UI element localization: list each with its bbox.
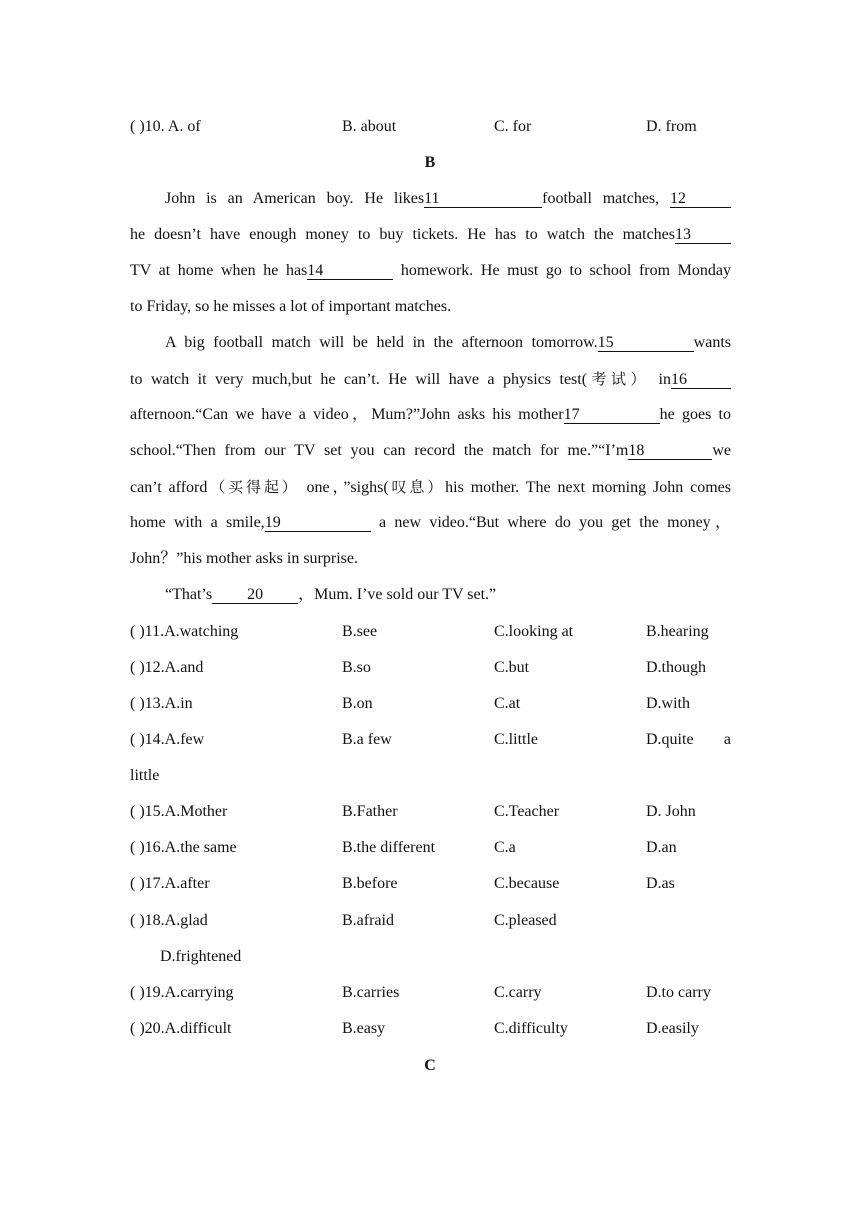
passage-text: “That’s: [165, 586, 213, 603]
question-stem: ( )10. A. of: [130, 118, 201, 135]
option-d: D.with: [646, 695, 690, 712]
passage-text: school.“Then from our TV set you can record the match for me.”“I’m: [130, 442, 629, 459]
passage-text: he doesn’t have enough money to buy tickets. He has to watch the matches: [130, 226, 675, 243]
option-d: D.though: [646, 659, 706, 676]
passage-text: to watch it very much,but he can’t. He will have a physics test(: [130, 371, 588, 388]
option-c: C.at: [494, 695, 521, 712]
passage-line-1: [165, 189, 731, 209]
passage-line-6: [130, 369, 731, 389]
option-d: D.to carry: [646, 984, 711, 1001]
option-d: D.quite: [646, 731, 694, 748]
passage-text: he goes to: [659, 406, 732, 423]
option-c: C.difficulty: [494, 1020, 568, 1037]
option-c: C.Teacher: [494, 803, 560, 820]
option-b: B.easy: [342, 1020, 386, 1037]
option-c: C.carry: [494, 984, 542, 1001]
option-d: D.frightened: [160, 948, 242, 965]
question-14-continuation: [130, 766, 731, 786]
option-c: C.a: [494, 839, 516, 856]
option-b: B.before: [342, 875, 398, 892]
question-stem: ( )16.A.the same: [130, 839, 237, 856]
blank-17: 17: [564, 406, 660, 424]
passage-text: TV at home when he has: [130, 262, 308, 279]
section-heading-b: B: [424, 154, 436, 171]
passage-text: football matches,: [542, 190, 660, 207]
passage-line-5: [165, 333, 731, 353]
option-b: B.on: [342, 695, 373, 712]
question-stem: ( )20.A.difficult: [130, 1020, 232, 1037]
blank-13: 13: [675, 226, 731, 244]
option-c: C.looking at: [494, 623, 574, 640]
option-b: B.a few: [342, 731, 392, 748]
blank-18: 18: [628, 442, 712, 460]
passage-text: we: [712, 442, 731, 459]
option-d: B.hearing: [646, 623, 709, 640]
option-b: B.carries: [342, 984, 400, 1001]
question-12: [130, 658, 731, 678]
option-b: B.Father: [342, 803, 398, 820]
passage-text: homework. He must go to school from Monday: [393, 262, 731, 279]
passage-text: John is an American boy. He likes: [165, 190, 425, 207]
question-stem: ( )11.A.watching: [130, 623, 239, 640]
passage-line-2: [130, 225, 731, 245]
option-d-continuation: little: [130, 767, 160, 784]
option-b: B.so: [342, 659, 371, 676]
chinese-gloss: 叹息）: [388, 478, 446, 496]
passage-line-9: [130, 477, 731, 497]
passage-text: wants: [693, 334, 731, 351]
question-stem: ( )18.A.glad: [130, 912, 208, 929]
option-d: D.easily: [646, 1020, 699, 1037]
question-14: [130, 730, 731, 750]
question-stem: ( )12.A.and: [130, 659, 204, 676]
passage-line-7: [130, 405, 731, 425]
passage-line-3: [130, 261, 731, 281]
option-d: D.an: [646, 839, 677, 856]
blank-12: 12: [670, 190, 731, 208]
blank-19: 19: [265, 514, 371, 532]
question-15: [130, 802, 731, 822]
option-b: B.see: [342, 623, 378, 640]
section-heading-c: C: [424, 1057, 436, 1074]
option-c: C. for: [494, 118, 532, 135]
option-c: C.because: [494, 875, 560, 892]
question-16: [130, 838, 731, 858]
option-b: B. about: [342, 118, 397, 135]
blank-15: 15: [598, 334, 694, 352]
option-c: C.pleased: [494, 912, 557, 929]
passage-text: a new video.“But where do you get the money，: [370, 514, 731, 531]
passage-text: to Friday, so he misses a lot of important matches.: [130, 298, 452, 315]
blank-11: 11: [424, 190, 542, 208]
question-18-continuation: [130, 947, 731, 967]
question-20: [130, 1019, 731, 1039]
chinese-gloss: 考试）: [587, 370, 651, 388]
option-c: C.but: [494, 659, 530, 676]
question-18: [130, 911, 731, 931]
passage-text: afternoon.“Can we have a video，Mum?”John asks his mother: [130, 406, 564, 423]
passage-text: A big football match will be held in the afternoon tomorrow.: [165, 334, 598, 351]
passage-text: John？”his mother asks in surprise.: [130, 550, 358, 567]
option-d: D. John: [646, 803, 696, 820]
question-stem: ( )13.A.in: [130, 695, 193, 712]
chinese-gloss: （买得起）: [207, 478, 300, 496]
passage-text: ，Mum. I’ve sold our TV set.”: [298, 586, 497, 603]
blank-20: 20: [212, 586, 298, 604]
question-13: [130, 694, 731, 714]
question-19: [130, 983, 731, 1003]
question-17: [130, 874, 731, 894]
question-11: [130, 622, 731, 642]
passage-text: home with a smile,: [130, 514, 265, 531]
option-b: B.afraid: [342, 912, 394, 929]
question-stem: ( )17.A.after: [130, 875, 210, 892]
passage-line-11: [130, 549, 731, 569]
passage-text: in: [658, 371, 671, 388]
option-c: C.little: [494, 731, 538, 748]
passage-line-8: [130, 441, 731, 461]
passage-text: can’t afford: [130, 479, 208, 496]
option-d: D. from: [646, 118, 697, 135]
passage-line-10: [130, 513, 731, 533]
blank-16: 16: [671, 371, 731, 389]
question-stem: ( )14.A.few: [130, 731, 205, 748]
question-stem: ( )19.A.carrying: [130, 984, 234, 1001]
passage-line-12: [165, 585, 731, 605]
option-b: B.the different: [342, 839, 436, 856]
question-stem: ( )15.A.Mother: [130, 803, 228, 820]
option-d-word: a: [723, 731, 731, 748]
question-10: [130, 117, 731, 137]
blank-14: 14: [307, 262, 393, 280]
passage-text: one，”sighs(: [299, 479, 389, 496]
passage-text: his mother. The next morning John comes: [445, 479, 731, 496]
option-d: D.as: [646, 875, 675, 892]
passage-line-4: [130, 297, 731, 317]
